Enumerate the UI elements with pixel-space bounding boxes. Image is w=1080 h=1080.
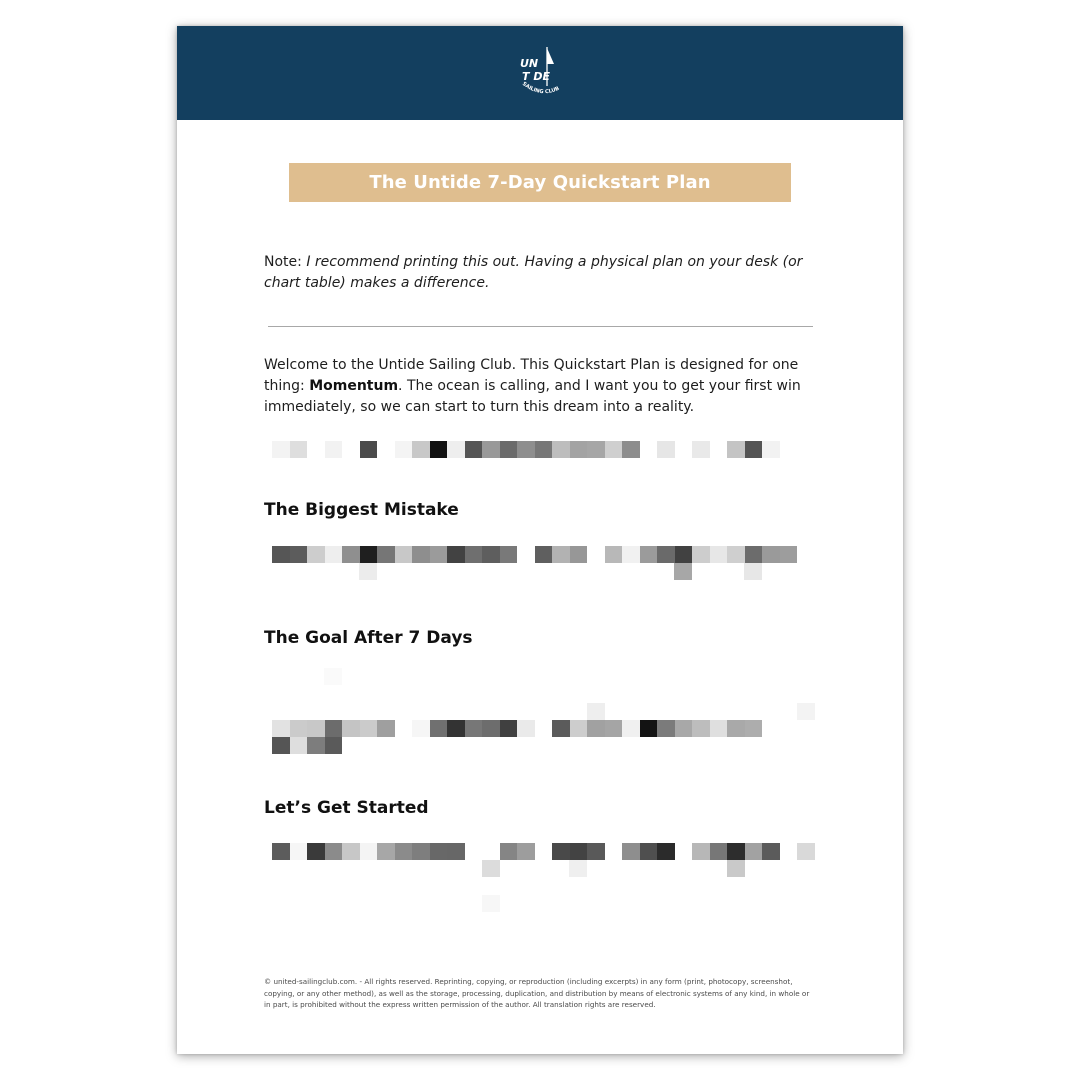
pixelated-text <box>272 441 780 458</box>
page-title: The Untide 7-Day Quickstart Plan <box>369 172 711 193</box>
welcome-bold: Momentum <box>309 378 399 394</box>
logo-arc-text: SAILING CLUB <box>520 80 561 96</box>
pixelated-text <box>272 843 815 860</box>
title-banner <box>289 163 791 202</box>
sailboat-logo-icon <box>514 44 568 102</box>
header-band <box>177 26 903 120</box>
document-page <box>177 26 903 1054</box>
divider <box>268 326 813 327</box>
pixelated-text <box>272 720 762 737</box>
welcome-text-end: . The ocean is calling, and I want you to get your first win immediately, so we can start to turn this dream into a reality. <box>264 378 801 415</box>
note-paragraph <box>264 252 824 294</box>
svg-text:SAILING CLUB <box>521 81 561 95</box>
note-text: I recommend printing this out. Having a physical plan on your desk (or chart table) makes a difference. <box>264 254 803 291</box>
pixelated-text <box>272 737 342 754</box>
welcome-text-start: Welcome to the Untide Sailing Club. This Quickstart Plan is designed for one thing: <box>264 357 799 394</box>
pixelated-text <box>587 703 605 720</box>
pixelated-text <box>727 860 745 877</box>
pixelated-text <box>674 563 762 580</box>
logo-line1: UN <box>520 57 539 70</box>
logo-line2: T DE <box>522 70 550 83</box>
note-label: Note: <box>264 254 307 270</box>
pixelated-text <box>569 860 587 877</box>
copyright-footer: © united-sailingclub.com. - All rights reserved. Reprinting, copying, or reproduction (including excerpts) in any form (print, photocopy, screenshot, copying, or any other method), as well as the storage, processing, duplication, and distribution by means of electronic systems of any kind, in whole or in part, is prohibited without the express written permission of the author. All translation rights are reserved. <box>264 977 810 1009</box>
section-heading-biggest-mistake: The Biggest Mistake <box>264 500 459 520</box>
section-heading-goal-after-7-days: The Goal After 7 Days <box>264 628 473 648</box>
section-heading-lets-get-started: Let’s Get Started <box>264 798 429 818</box>
pixelated-text <box>272 546 797 563</box>
pixelated-text <box>324 668 342 685</box>
pixelated-text <box>482 860 500 877</box>
pixelated-text <box>359 563 377 580</box>
pixelated-text <box>797 703 815 720</box>
welcome-paragraph <box>264 355 824 418</box>
pixelated-text <box>482 895 500 912</box>
